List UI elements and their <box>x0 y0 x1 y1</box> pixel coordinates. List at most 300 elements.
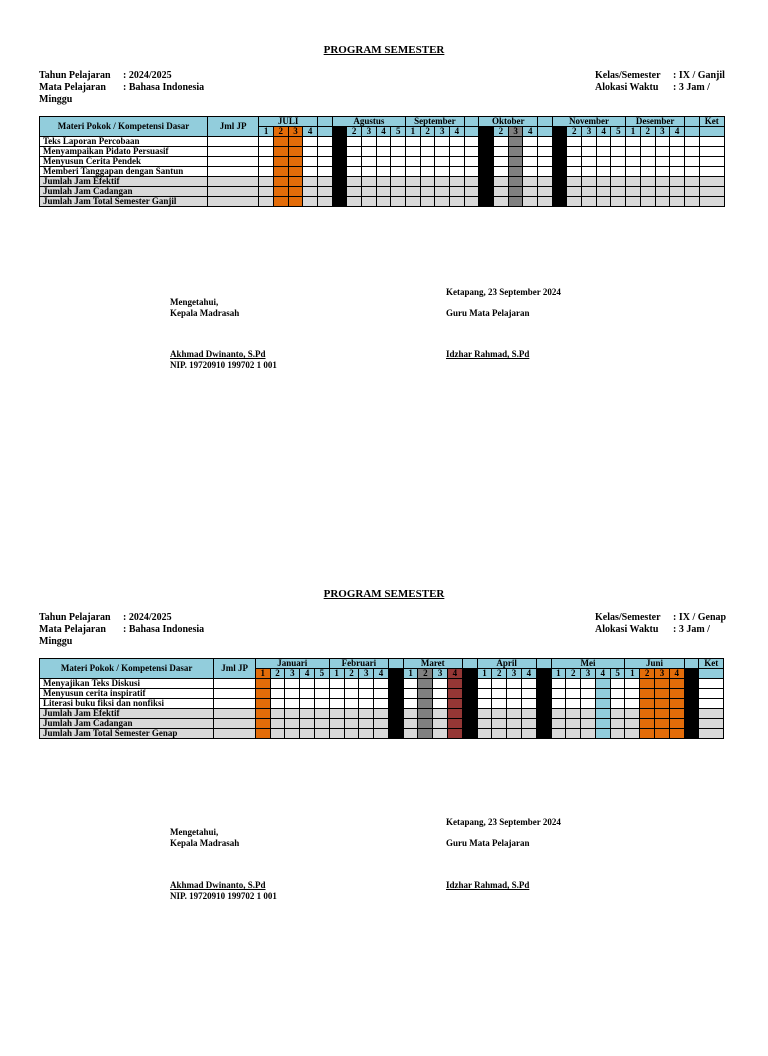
week-cell <box>329 699 344 709</box>
week-cell <box>625 719 640 729</box>
sig-left-line2: Kepala Madrasah <box>170 308 240 318</box>
week-cell <box>552 177 567 187</box>
week-cell <box>450 147 465 157</box>
week-cell <box>669 729 684 739</box>
ket-cell <box>699 167 724 177</box>
week-cell <box>669 709 684 719</box>
week-cell <box>433 709 448 719</box>
week-cell <box>433 719 448 729</box>
alokasi-label: Alokasi Waktu <box>595 82 659 93</box>
week-cell <box>492 689 507 699</box>
col-header-ket: Ket <box>699 659 724 669</box>
week-cell <box>273 137 288 147</box>
week-cell <box>640 187 655 197</box>
week-number: 1 <box>625 669 640 679</box>
week-cell <box>406 177 421 187</box>
week-cell <box>374 679 389 689</box>
week-cell <box>538 147 553 157</box>
summary-row <box>40 729 724 739</box>
week-cell <box>344 699 359 709</box>
week-cell <box>669 689 684 699</box>
week-cell <box>361 187 376 197</box>
week-cell <box>374 689 389 699</box>
week-cell <box>273 147 288 157</box>
week-cell <box>450 187 465 197</box>
week-cell <box>655 709 670 719</box>
week-cell <box>332 157 347 167</box>
week-cell <box>448 679 463 689</box>
week-cell <box>610 689 625 699</box>
week-cell <box>595 689 610 699</box>
week-number: 4 <box>521 669 536 679</box>
week-cell <box>376 177 391 187</box>
week-cell <box>640 699 655 709</box>
week-number: 1 <box>626 127 641 137</box>
week-cell <box>314 689 329 699</box>
week-cell <box>670 167 685 177</box>
week-number <box>388 669 403 679</box>
week-cell <box>435 137 450 147</box>
week-cell <box>581 699 596 709</box>
ket-spacer <box>699 127 724 137</box>
jml-jp-cell <box>214 719 256 729</box>
week-cell <box>347 137 362 147</box>
week-cell <box>462 729 477 739</box>
tahun-label: Tahun Pelajaran <box>39 612 111 623</box>
week-cell <box>420 157 435 167</box>
week-cell <box>508 147 523 157</box>
week-cell <box>684 699 699 709</box>
month-header: Maret <box>403 659 462 669</box>
signature-right <box>446 817 561 849</box>
week-number: 4 <box>523 127 538 137</box>
week-cell <box>317 167 332 177</box>
week-cell <box>435 157 450 167</box>
week-cell <box>344 709 359 719</box>
week-cell <box>273 157 288 167</box>
week-cell <box>303 137 318 147</box>
week-cell <box>391 177 406 187</box>
week-cell <box>376 167 391 177</box>
jml-jp-cell <box>214 679 256 689</box>
week-cell <box>285 689 300 699</box>
week-cell <box>332 187 347 197</box>
week-cell <box>684 197 699 207</box>
page-title: PROGRAM SEMESTER <box>323 44 445 56</box>
week-number <box>538 127 553 137</box>
week-cell <box>626 157 641 167</box>
week-number: 4 <box>300 669 315 679</box>
week-cell <box>551 709 566 719</box>
week-cell <box>329 729 344 739</box>
week-cell <box>595 729 610 739</box>
week-cell <box>567 197 582 207</box>
week-number: 5 <box>391 127 406 137</box>
week-cell <box>303 197 318 207</box>
week-cell <box>406 157 421 167</box>
header-row-months <box>40 659 724 669</box>
week-cell <box>317 157 332 167</box>
week-number: 4 <box>376 127 391 137</box>
week-cell <box>581 679 596 689</box>
week-cell <box>684 689 699 699</box>
week-cell <box>684 167 699 177</box>
week-cell <box>450 137 465 147</box>
week-cell <box>285 719 300 729</box>
table-row <box>40 157 725 167</box>
week-cell <box>507 709 522 719</box>
week-number: 2 <box>640 127 655 137</box>
week-cell <box>669 719 684 729</box>
week-cell <box>376 157 391 167</box>
week-cell <box>332 167 347 177</box>
week-cell <box>462 719 477 729</box>
week-cell <box>418 679 433 689</box>
week-cell <box>523 147 538 157</box>
week-cell <box>420 137 435 147</box>
week-cell <box>582 137 597 147</box>
week-cell <box>521 699 536 709</box>
kelas-label: Kelas/Semester <box>595 612 661 623</box>
week-cell <box>521 679 536 689</box>
week-cell <box>610 719 625 729</box>
jml-jp-cell <box>207 167 258 177</box>
week-cell <box>566 699 581 709</box>
month-header: Februari <box>329 659 388 669</box>
week-cell <box>507 689 522 699</box>
week-cell <box>551 719 566 729</box>
alokasi-label: Alokasi Waktu <box>595 624 659 635</box>
week-cell <box>611 137 626 147</box>
mapel-label: Mata Pelajaran <box>39 624 106 635</box>
week-cell <box>332 197 347 207</box>
week-cell <box>521 689 536 699</box>
sig-right-date: Ketapang, 23 September 2024 <box>446 287 561 297</box>
week-cell <box>259 147 274 157</box>
signature-left <box>170 297 239 319</box>
week-cell <box>596 187 611 197</box>
week-cell <box>596 147 611 157</box>
week-number: 2 <box>494 127 509 137</box>
week-cell <box>288 157 303 167</box>
week-cell <box>582 187 597 197</box>
sig-right-role: Guru Mata Pelajaran <box>446 838 530 848</box>
week-number: 3 <box>288 127 303 137</box>
week-cell <box>288 137 303 147</box>
week-cell <box>670 147 685 157</box>
week-cell <box>255 729 270 739</box>
week-cell <box>684 729 699 739</box>
week-cell <box>464 147 479 157</box>
info-left <box>39 612 204 648</box>
materi-cell: Jumlah Jam Total Semester Ganjil <box>40 197 208 207</box>
week-cell <box>450 197 465 207</box>
week-number: 5 <box>314 669 329 679</box>
week-cell <box>538 187 553 197</box>
week-cell <box>388 719 403 729</box>
week-cell <box>374 729 389 739</box>
week-cell <box>418 719 433 729</box>
week-cell <box>626 187 641 197</box>
week-cell <box>494 167 509 177</box>
materi-cell: Jumlah Jam Efektif <box>40 177 208 187</box>
week-cell <box>494 147 509 157</box>
jml-jp-cell <box>207 147 258 157</box>
week-cell <box>536 699 551 709</box>
week-number: 4 <box>450 127 465 137</box>
month-header: Agustus <box>332 117 405 127</box>
week-cell <box>303 157 318 167</box>
week-cell <box>273 177 288 187</box>
week-cell <box>300 689 315 699</box>
info-left <box>39 70 204 106</box>
col-header-materi: Materi Pokok / Kompetensi Dasar <box>40 659 214 679</box>
week-cell <box>538 167 553 177</box>
program-semester-ganjil <box>0 0 768 512</box>
month-header: Januari <box>255 659 329 669</box>
week-number: 4 <box>374 669 389 679</box>
week-cell <box>655 729 670 739</box>
week-cell <box>552 137 567 147</box>
week-cell <box>684 187 699 197</box>
signature-left-name <box>170 349 277 371</box>
week-cell <box>640 709 655 719</box>
week-cell <box>259 197 274 207</box>
week-cell <box>314 709 329 719</box>
week-cell <box>285 679 300 689</box>
week-cell <box>552 187 567 197</box>
week-cell <box>462 679 477 689</box>
week-cell <box>376 137 391 147</box>
month-header <box>684 659 699 669</box>
week-number <box>536 669 551 679</box>
col-header-jml-jp: Jml JP <box>214 659 256 679</box>
ket-cell <box>699 177 724 187</box>
schedule-table <box>39 116 725 207</box>
month-header: April <box>477 659 536 669</box>
week-cell <box>610 729 625 739</box>
month-header <box>462 659 477 669</box>
week-number <box>464 127 479 137</box>
week-cell <box>420 197 435 207</box>
ket-spacer <box>699 669 724 679</box>
week-cell <box>494 137 509 147</box>
month-header <box>684 117 699 127</box>
week-cell <box>596 157 611 167</box>
week-cell <box>391 137 406 147</box>
week-cell <box>374 699 389 709</box>
kelas-label: Kelas/Semester <box>595 70 661 81</box>
week-cell <box>477 689 492 699</box>
week-cell <box>435 177 450 187</box>
week-cell <box>420 167 435 177</box>
week-cell <box>300 719 315 729</box>
week-cell <box>552 197 567 207</box>
week-cell <box>403 679 418 689</box>
week-cell <box>391 147 406 157</box>
materi-cell: Menyusun cerita inspiratif <box>40 689 214 699</box>
ket-cell <box>699 719 724 729</box>
week-cell <box>567 167 582 177</box>
week-cell <box>450 177 465 187</box>
week-cell <box>288 167 303 177</box>
week-cell <box>640 729 655 739</box>
tahun-label: Tahun Pelajaran <box>39 70 111 81</box>
week-cell <box>344 689 359 699</box>
week-cell <box>317 197 332 207</box>
week-cell <box>464 137 479 147</box>
week-number: 1 <box>551 669 566 679</box>
week-cell <box>684 147 699 157</box>
mapel-value: : Bahasa Indonesia <box>123 82 205 93</box>
week-number: 2 <box>344 669 359 679</box>
week-cell <box>508 197 523 207</box>
week-cell <box>479 177 494 187</box>
week-cell <box>477 699 492 709</box>
week-cell <box>523 177 538 187</box>
week-cell <box>479 197 494 207</box>
week-cell <box>391 187 406 197</box>
week-cell <box>347 147 362 157</box>
month-header: Mei <box>551 659 625 669</box>
week-cell <box>611 177 626 187</box>
week-cell <box>270 709 285 719</box>
week-cell <box>552 157 567 167</box>
week-cell <box>273 167 288 177</box>
page-title: PROGRAM SEMESTER <box>323 588 445 600</box>
tahun-value: : 2024/2025 <box>123 612 172 623</box>
week-cell <box>581 709 596 719</box>
sig-left-nip: NIP. 19720910 199702 1 001 <box>170 360 277 370</box>
week-cell <box>655 689 670 699</box>
week-cell <box>464 167 479 177</box>
week-cell <box>626 177 641 187</box>
week-cell <box>403 689 418 699</box>
week-cell <box>536 679 551 689</box>
week-cell <box>536 709 551 719</box>
week-cell <box>670 137 685 147</box>
week-cell <box>655 699 670 709</box>
week-cell <box>582 167 597 177</box>
week-cell <box>582 157 597 167</box>
week-cell <box>255 719 270 729</box>
week-cell <box>523 187 538 197</box>
week-cell <box>684 679 699 689</box>
week-cell <box>626 137 641 147</box>
week-number: 2 <box>492 669 507 679</box>
table-row <box>40 147 725 157</box>
week-cell <box>538 157 553 167</box>
info-right <box>595 70 725 94</box>
week-cell <box>317 187 332 197</box>
week-cell <box>359 699 374 709</box>
week-cell <box>448 699 463 709</box>
week-number: 2 <box>418 669 433 679</box>
week-cell <box>329 679 344 689</box>
week-cell <box>433 689 448 699</box>
week-cell <box>669 679 684 689</box>
week-cell <box>684 137 699 147</box>
ket-cell <box>699 689 724 699</box>
week-cell <box>270 719 285 729</box>
week-cell <box>347 197 362 207</box>
kelas-value: : IX / Ganjil <box>673 70 725 81</box>
week-cell <box>303 147 318 157</box>
week-cell <box>477 679 492 689</box>
week-cell <box>551 679 566 689</box>
week-number <box>684 669 699 679</box>
week-cell <box>388 709 403 719</box>
week-cell <box>494 177 509 187</box>
week-number: 3 <box>285 669 300 679</box>
table-row <box>40 699 724 709</box>
week-cell <box>435 167 450 177</box>
week-cell <box>640 689 655 699</box>
jml-jp-cell <box>207 137 258 147</box>
week-cell <box>464 177 479 187</box>
week-cell <box>655 719 670 729</box>
sig-left-name: Akhmad Dwinanto, S.Pd <box>170 880 266 890</box>
week-cell <box>567 177 582 187</box>
week-cell <box>433 679 448 689</box>
week-cell <box>332 147 347 157</box>
week-number: 3 <box>655 669 670 679</box>
week-cell <box>359 729 374 739</box>
week-number: 5 <box>611 127 626 137</box>
week-cell <box>523 137 538 147</box>
summary-row <box>40 177 725 187</box>
sig-left-name: Akhmad Dwinanto, S.Pd <box>170 349 266 359</box>
week-cell <box>361 147 376 157</box>
week-cell <box>288 147 303 157</box>
week-number <box>462 669 477 679</box>
week-cell <box>388 679 403 689</box>
week-cell <box>596 177 611 187</box>
week-cell <box>479 187 494 197</box>
week-cell <box>640 147 655 157</box>
week-cell <box>523 197 538 207</box>
week-cell <box>361 197 376 207</box>
week-number: 4 <box>303 127 318 137</box>
summary-row <box>40 709 724 719</box>
week-cell <box>418 709 433 719</box>
week-cell <box>462 699 477 709</box>
week-number: 3 <box>361 127 376 137</box>
sig-right-date: Ketapang, 23 September 2024 <box>446 817 561 827</box>
week-cell <box>435 197 450 207</box>
table-row <box>40 689 724 699</box>
ket-cell <box>699 699 724 709</box>
week-cell <box>406 137 421 147</box>
week-cell <box>684 719 699 729</box>
week-number: 4 <box>448 669 463 679</box>
ket-cell <box>699 137 724 147</box>
week-cell <box>406 187 421 197</box>
sig-right-name: Idzhar Rahmad, S.Pd <box>446 349 530 359</box>
week-cell <box>270 689 285 699</box>
week-cell <box>288 177 303 187</box>
jml-jp-cell <box>214 689 256 699</box>
week-number: 1 <box>477 669 492 679</box>
week-cell <box>655 197 670 207</box>
week-cell <box>303 177 318 187</box>
week-cell <box>595 709 610 719</box>
week-cell <box>418 729 433 739</box>
jml-jp-cell <box>214 699 256 709</box>
week-cell <box>567 137 582 147</box>
week-cell <box>551 689 566 699</box>
week-cell <box>329 689 344 699</box>
